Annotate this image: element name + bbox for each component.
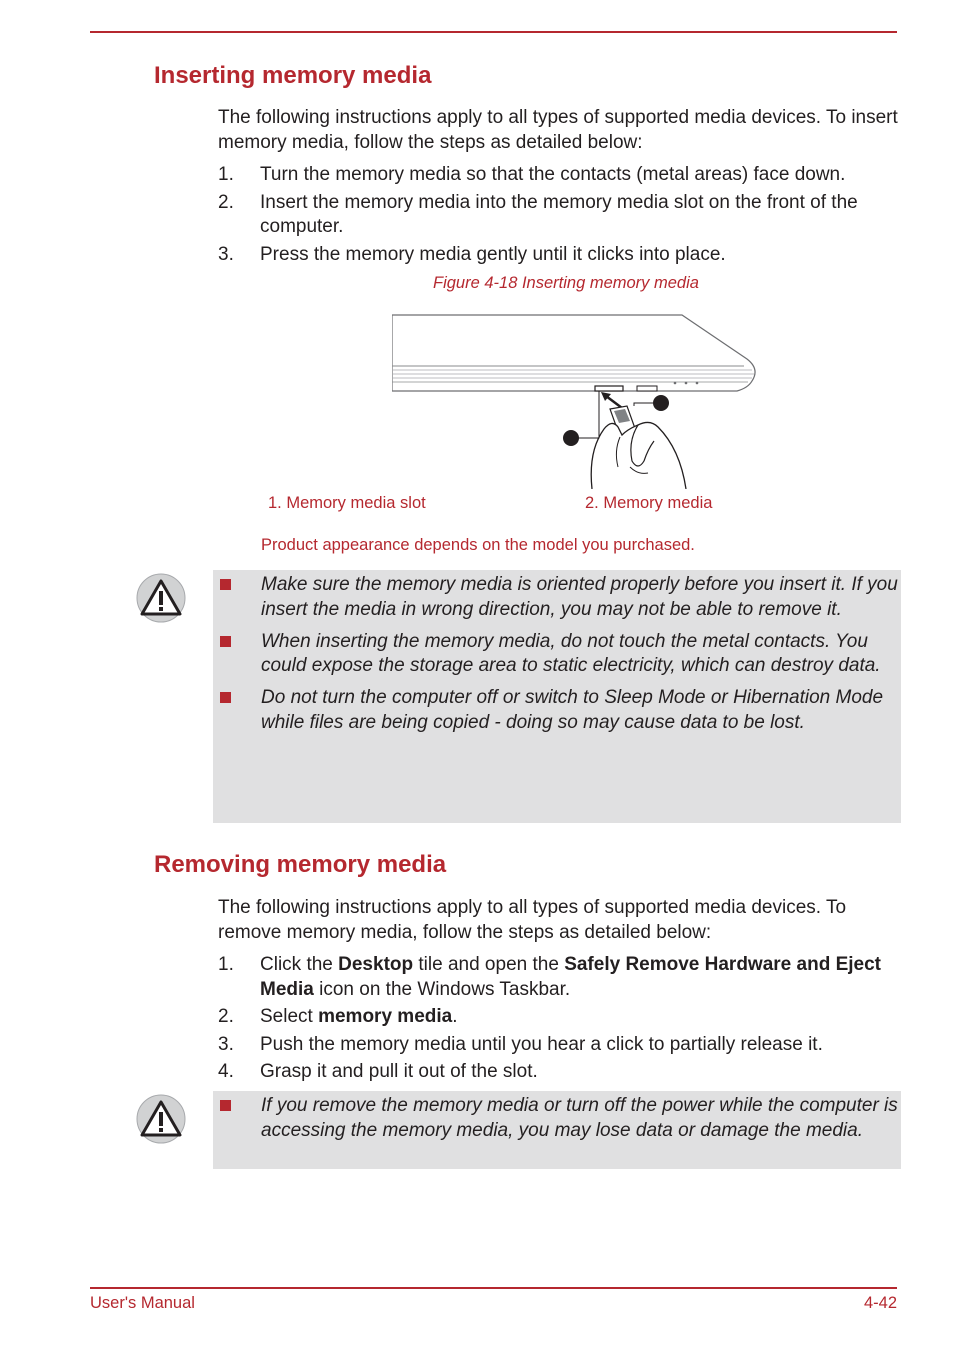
warning-text: Make sure the memory media is oriented properly before you insert it. If you insert the media in wrong direction, you may not be able to remove it. [261, 574, 898, 620]
step-text [260, 954, 881, 1000]
list-item [218, 1033, 902, 1058]
list-item [218, 163, 902, 188]
inserting-steps [218, 163, 902, 270]
step-text: Press the memory media gently until it clicks into place. [260, 243, 726, 265]
figure-label-memory-media: 2. Memory media [585, 494, 713, 512]
footer-rule [90, 1287, 897, 1289]
header-rule [90, 31, 897, 33]
square-bullet-icon [220, 1100, 231, 1111]
step-term-safely-remove: Safely Remove Hardware and Eject Media [260, 954, 881, 1000]
warning-triangle-icon [136, 1094, 186, 1144]
step-term-desktop: Desktop [338, 954, 414, 975]
list-item [218, 1060, 902, 1085]
step-text: Turn the memory media so that the contacts (metal areas) face down. [260, 164, 846, 185]
step-number: 1. [218, 954, 234, 975]
inserting-intro: The following instructions apply to all types of supported media devices. To insert memory media, follow the steps as detailed below: [218, 107, 898, 153]
footer-page-number: 4-42 [863, 1294, 897, 1312]
step-number: 3. [218, 243, 234, 265]
warning-triangle-icon [136, 573, 186, 623]
step-number: 4. [218, 1061, 234, 1082]
step-text-plain: Select [260, 1006, 319, 1027]
step-text: Insert the memory media into the memory media slot on the front of the computer. [260, 191, 858, 237]
figure-caption: Figure 4-18 Inserting memory media [433, 274, 699, 292]
step-text-plain: tile and open the [413, 954, 565, 975]
product-appearance-note: Product appearance depends on the model you purchased. [261, 536, 695, 554]
step-text-plain: Click the [260, 954, 339, 975]
removing-steps [218, 953, 902, 1088]
warning-text: Do not turn the computer off or switch to Sleep Mode or Hibernation Mode while files are being copied - doing so may cause data to be lost. [261, 687, 884, 733]
warning-text: When inserting the memory media, do not touch the metal contacts. You could expose the storage area to static electricity, which can destroy data. [261, 630, 881, 677]
figure-label-memory-media-slot: 1. Memory media slot [268, 494, 426, 512]
list-item [218, 953, 902, 1002]
removing-intro: The following instructions apply to all types of supported media devices. To remove memory media, follow the steps as detailed below: [218, 897, 847, 943]
warning-item [213, 630, 901, 680]
section-title-inserting: Inserting memory media [154, 62, 432, 89]
square-bullet-icon [220, 636, 231, 647]
step-text [260, 1006, 458, 1027]
step-number: 2. [218, 191, 234, 213]
step-number: 3. [218, 1033, 234, 1055]
warning-box-inserting [213, 570, 901, 823]
list-item [218, 1005, 902, 1030]
step-text: Grasp it and pull it out of the slot. [260, 1061, 538, 1082]
square-bullet-icon [220, 579, 231, 590]
step-text: Push the memory media until you hear a click to partially release it. [260, 1033, 823, 1055]
footer-manual-title: User's Manual [90, 1294, 195, 1312]
step-number: 2. [218, 1006, 234, 1027]
list-item [218, 191, 902, 240]
step-text-plain: . [452, 1006, 458, 1027]
step-term-memory-media: memory media [318, 1006, 453, 1027]
step-number: 1. [218, 164, 234, 185]
list-item [218, 243, 902, 268]
warning-item [213, 1094, 901, 1144]
warning-text: If you remove the memory media or turn off the power while the computer is accessing the memory media, you may lose data or damage the media. [261, 1095, 898, 1141]
warning-item [213, 686, 901, 736]
section-title-removing: Removing memory media [154, 851, 447, 878]
step-text-plain: icon on the Windows Taskbar. [313, 978, 571, 1000]
warning-box-removing [213, 1091, 901, 1169]
memory-card-insertion-illustration [392, 311, 762, 489]
square-bullet-icon [220, 692, 231, 703]
warning-item [213, 573, 901, 623]
